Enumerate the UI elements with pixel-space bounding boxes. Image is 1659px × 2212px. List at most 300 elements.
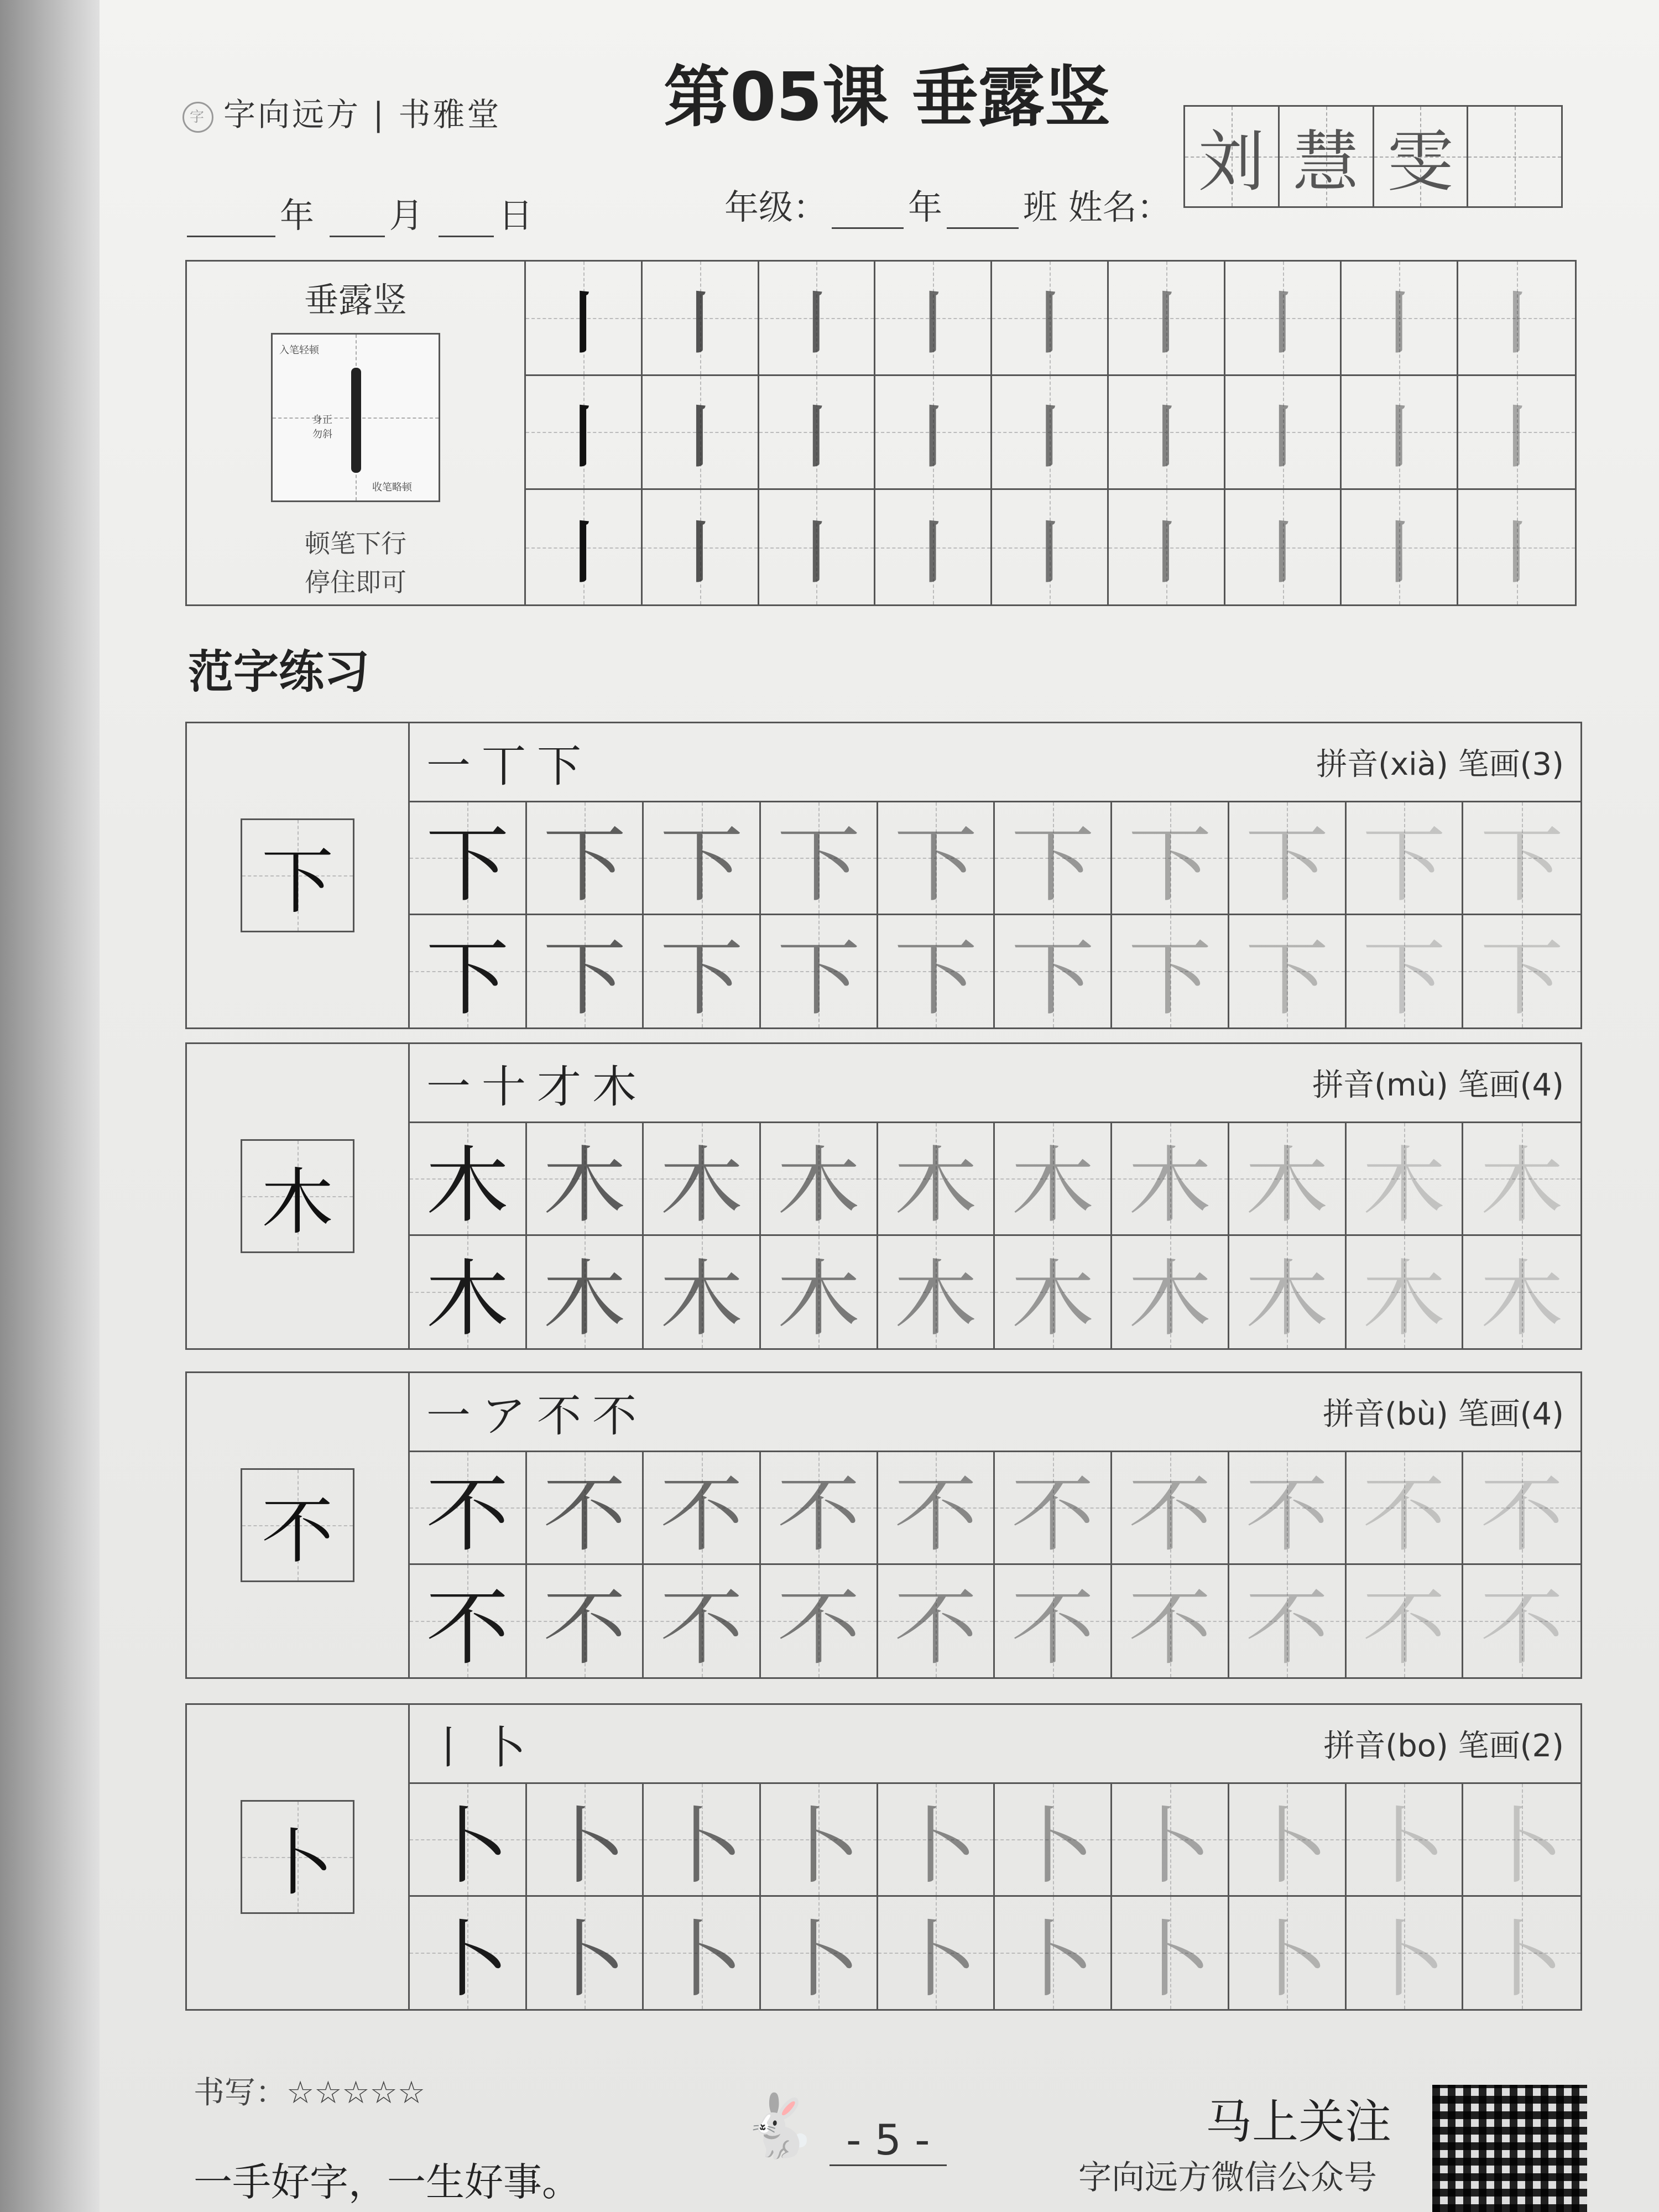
stroke-order-step: 十 <box>482 1061 537 1113</box>
practice-char: 木 <box>426 1251 509 1348</box>
practice-char: 下 <box>1128 931 1212 1027</box>
stroke-glyph: 丨 <box>783 285 850 362</box>
stroke-glyph: 丨 <box>666 514 733 592</box>
stroke-practice-panel <box>185 260 1577 606</box>
practice-char: 木 <box>894 1138 978 1235</box>
practice-cell[interactable] <box>878 802 995 915</box>
practice-char: 下 <box>660 931 743 1027</box>
practice-char: 卜 <box>1011 1799 1094 1896</box>
stroke-cell[interactable] <box>1109 490 1225 604</box>
practice-char: 木 <box>1011 1251 1094 1348</box>
practice-cell[interactable] <box>761 1452 878 1565</box>
practice-cell[interactable] <box>1112 915 1229 1028</box>
practice-char: 下 <box>777 931 860 1027</box>
practice-char: 下 <box>426 931 509 1027</box>
practice-cell[interactable] <box>1112 802 1229 915</box>
practice-cell[interactable] <box>761 1784 878 1897</box>
practice-char: 下 <box>777 817 860 914</box>
stroke-name: 垂露竖 <box>304 280 407 320</box>
stroke-order-step: 一 <box>426 1061 482 1113</box>
tip-line: 停住即可 <box>305 567 406 597</box>
practice-cell[interactable] <box>1112 1784 1229 1897</box>
stroke-glyph: 丨 <box>550 285 617 362</box>
practice-cell[interactable] <box>995 1565 1112 1678</box>
practice-cell[interactable] <box>1112 1123 1229 1236</box>
character-block <box>185 1371 1582 1679</box>
practice-cell[interactable] <box>410 1565 527 1678</box>
practice-char: 下 <box>894 931 978 1027</box>
practice-cell[interactable] <box>644 1565 761 1678</box>
practice-char: 下 <box>1362 817 1446 914</box>
pinyin: 拼音(bù) <box>1323 1396 1448 1432</box>
stroke-glyph: 丨 <box>900 285 967 362</box>
grade-year-label: 年 <box>908 187 943 227</box>
note-end: 收笔略顿 <box>372 482 412 493</box>
practice-char: 卜 <box>660 1799 743 1896</box>
practice-cell[interactable] <box>644 1897 761 2010</box>
model-char-box <box>241 1800 354 1914</box>
practice-cell[interactable] <box>995 802 1112 915</box>
practice-char: 卜 <box>1128 1912 1212 2009</box>
practice-cell[interactable] <box>995 1236 1112 1349</box>
model-char-area <box>187 1373 410 1677</box>
stroke-cell[interactable] <box>526 262 643 376</box>
practice-cell[interactable] <box>761 1236 878 1349</box>
practice-char: 木 <box>894 1251 978 1348</box>
practice-cell[interactable] <box>1463 1565 1580 1678</box>
practice-cell[interactable] <box>995 1897 1112 2010</box>
practice-char: 不 <box>1245 1580 1329 1677</box>
stroke-glyph: 丨 <box>900 514 967 592</box>
practice-cell[interactable] <box>1463 1897 1580 2010</box>
stroke-cell[interactable] <box>1458 490 1575 604</box>
practice-char: 不 <box>777 1467 860 1564</box>
section-title: 范字练习 <box>188 646 370 698</box>
practice-cell[interactable] <box>995 1123 1112 1236</box>
stroke-cell[interactable] <box>1458 262 1575 376</box>
model-char: 木 <box>261 1160 333 1244</box>
practice-cell[interactable] <box>1229 1565 1347 1678</box>
practice-cell[interactable] <box>410 1452 527 1565</box>
practice-char: 木 <box>777 1251 860 1348</box>
practice-cell[interactable] <box>1347 1452 1464 1565</box>
stroke-glyph: 丨 <box>1133 285 1199 362</box>
practice-char: 不 <box>426 1467 509 1564</box>
grade-label: 年级： <box>724 187 828 227</box>
stroke-order <box>426 1712 537 1776</box>
practice-char: 木 <box>1128 1138 1212 1235</box>
model-char-box <box>241 818 354 932</box>
stroke-order-step: 才 <box>537 1061 592 1113</box>
model-char-area <box>187 1044 410 1348</box>
wechat-label: 字向远方微信公众号 <box>1078 2158 1377 2197</box>
seal-icon: 字 <box>182 102 213 133</box>
practice-char: 不 <box>1362 1467 1446 1564</box>
practice-char: 木 <box>1128 1251 1212 1348</box>
character-block <box>185 722 1582 1029</box>
grade-year-blank[interactable] <box>832 194 904 229</box>
practice-cell[interactable] <box>410 1784 527 1897</box>
practice-cell[interactable] <box>878 1784 995 1897</box>
stroke-cell[interactable] <box>875 376 992 491</box>
char-header <box>410 1373 1580 1452</box>
practice-grid <box>410 1123 1580 1348</box>
name-cell[interactable]: 慧 <box>1280 107 1374 206</box>
practice-char: 木 <box>660 1138 743 1235</box>
practice-char: 卜 <box>1245 1912 1329 2009</box>
practice-char: 卜 <box>1480 1912 1564 2009</box>
note-middle: 身正勿斜 <box>312 414 332 440</box>
practice-cell[interactable] <box>527 1897 644 2010</box>
practice-char: 下 <box>426 817 509 914</box>
practice-char: 卜 <box>894 1912 978 2009</box>
name-cell[interactable]: 刘 <box>1185 107 1280 206</box>
stroke-cell[interactable] <box>759 262 876 376</box>
practice-cell[interactable] <box>995 1452 1112 1565</box>
practice-cell[interactable] <box>1347 1236 1464 1349</box>
practice-char: 卜 <box>426 1912 509 2009</box>
practice-char: 下 <box>1128 817 1212 914</box>
practice-cell[interactable] <box>527 1565 644 1678</box>
name-cell[interactable] <box>1468 107 1561 206</box>
note-start: 入笔轻顿 <box>279 345 319 356</box>
practice-cell[interactable] <box>1463 802 1580 915</box>
practice-cell[interactable] <box>527 1123 644 1236</box>
practice-char: 不 <box>777 1580 860 1677</box>
practice-cell[interactable] <box>1112 1565 1229 1678</box>
practice-cell[interactable] <box>527 1452 644 1565</box>
practice-cell[interactable] <box>1347 802 1464 915</box>
practice-cell[interactable] <box>761 915 878 1028</box>
stroke-cell[interactable] <box>1109 262 1225 376</box>
practice-cell[interactable] <box>878 1565 995 1678</box>
stroke-glyph: 丨 <box>666 285 733 362</box>
stroke-cell[interactable] <box>643 490 759 604</box>
stroke-glyph: 丨 <box>783 514 850 592</box>
practice-char: 下 <box>1480 931 1564 1027</box>
practice-cell[interactable] <box>995 1784 1112 1897</box>
stroke-order <box>426 731 592 794</box>
page-number: - 5 - <box>830 2115 947 2166</box>
stroke-order-step: 一 <box>426 740 482 792</box>
practice-cell[interactable] <box>410 1123 527 1236</box>
stroke-order-step: ア <box>482 1390 537 1442</box>
practice-char: 木 <box>1245 1138 1329 1235</box>
stroke-cell[interactable] <box>1225 376 1342 491</box>
practice-cell[interactable] <box>1347 915 1464 1028</box>
stroke-glyph: 丨 <box>1016 514 1083 592</box>
practice-char: 卜 <box>1480 1799 1564 1896</box>
practice-char: 下 <box>1011 931 1094 1027</box>
stroke-cell[interactable] <box>992 262 1109 376</box>
practice-char: 木 <box>426 1138 509 1235</box>
practice-char: 木 <box>543 1251 627 1348</box>
practice-char: 不 <box>1128 1580 1212 1677</box>
page-title: 第05课 垂露竖 <box>664 59 1111 136</box>
stroke-glyph: 丨 <box>1366 285 1433 362</box>
class-blank[interactable] <box>947 194 1019 229</box>
pinyin: 拼音(bo) <box>1323 1728 1448 1764</box>
practice-char: 下 <box>660 817 743 914</box>
logo-text: 字向远方 | 书雅堂 <box>223 96 502 133</box>
practice-cell[interactable] <box>761 802 878 915</box>
practice-char: 下 <box>543 817 627 914</box>
rating[interactable]: 书写：☆☆☆☆☆ <box>194 2075 426 2111</box>
name-cell[interactable]: 雯 <box>1374 107 1469 206</box>
name-label: 姓名： <box>1068 187 1171 227</box>
stroke-glyph: 丨 <box>1366 514 1433 592</box>
stroke-diagram <box>271 333 440 502</box>
model-char-box <box>241 1139 354 1253</box>
stroke-cell[interactable] <box>875 262 992 376</box>
practice-cell[interactable] <box>644 1123 761 1236</box>
practice-grid <box>410 1784 1580 2009</box>
stroke-cell[interactable] <box>992 376 1109 491</box>
stroke-intro <box>187 262 526 604</box>
stroke-glyph: 丨 <box>1016 285 1083 362</box>
practice-char: 卜 <box>543 1799 627 1896</box>
practice-char: 木 <box>1362 1251 1446 1348</box>
practice-cell[interactable] <box>1347 1784 1464 1897</box>
stroke-order-step: 不 <box>537 1390 592 1442</box>
stroke-cell[interactable] <box>1342 262 1458 376</box>
practice-char: 卜 <box>894 1799 978 1896</box>
month-blank[interactable] <box>330 202 385 237</box>
stroke-glyph: 丨 <box>900 399 967 477</box>
practice-char: 不 <box>1245 1467 1329 1564</box>
practice-char: 不 <box>894 1467 978 1564</box>
practice-cell[interactable] <box>1229 1897 1347 2010</box>
stroke-cell[interactable] <box>1458 376 1575 491</box>
practice-cell[interactable] <box>644 1452 761 1565</box>
stroke-cell[interactable] <box>992 490 1109 604</box>
practice-cell[interactable] <box>527 802 644 915</box>
stroke-glyph: 丨 <box>1249 285 1316 362</box>
practice-grid <box>410 1452 1580 1677</box>
stroke-order-step: 一 <box>426 1390 482 1442</box>
stroke-order-step: 丨 <box>426 1721 482 1773</box>
stroke-glyph: 丨 <box>550 399 617 477</box>
practice-char: 不 <box>1011 1467 1094 1564</box>
practice-cell[interactable] <box>410 1897 527 2010</box>
pinyin: 拼音(mù) <box>1312 1067 1448 1103</box>
character-block <box>185 1703 1582 2011</box>
stroke-glyph: 丨 <box>1366 399 1433 477</box>
stroke-order-step: 下 <box>537 740 592 792</box>
practice-char: 木 <box>543 1138 627 1235</box>
stroke-cell[interactable] <box>759 490 876 604</box>
stroke-order-step: 木 <box>592 1061 648 1113</box>
rabbit-icon: 🐇 <box>741 2090 817 2161</box>
stroke-order <box>426 1380 648 1444</box>
stroke-cell[interactable] <box>1225 262 1342 376</box>
practice-cell[interactable] <box>878 1123 995 1236</box>
practice-cell[interactable] <box>410 1236 527 1349</box>
practice-cell[interactable] <box>410 915 527 1028</box>
practice-cell[interactable] <box>761 1565 878 1678</box>
practice-char: 卜 <box>543 1912 627 2009</box>
practice-char: 卜 <box>426 1799 509 1896</box>
practice-char: 木 <box>1245 1251 1329 1348</box>
practice-char: 下 <box>543 931 627 1027</box>
practice-cell[interactable] <box>410 802 527 915</box>
practice-cell[interactable] <box>761 1123 878 1236</box>
practice-char: 下 <box>1245 817 1329 914</box>
stroke-cell[interactable] <box>759 376 876 491</box>
practice-char: 木 <box>1362 1138 1446 1235</box>
practice-cell[interactable] <box>1463 1452 1580 1565</box>
stroke-count: 笔画(4) <box>1458 1067 1564 1103</box>
practice-char: 卜 <box>1128 1799 1212 1896</box>
practice-char: 卜 <box>1011 1912 1094 2009</box>
practice-cell[interactable] <box>1229 1123 1347 1236</box>
practice-char: 下 <box>894 817 978 914</box>
practice-cell[interactable] <box>527 1236 644 1349</box>
practice-cell[interactable] <box>878 1897 995 2010</box>
practice-char: 下 <box>1480 817 1564 914</box>
follow-label: 马上关注 <box>1206 2095 1392 2149</box>
practice-char: 不 <box>660 1467 743 1564</box>
practice-char: 不 <box>894 1580 978 1677</box>
practice-char: 卜 <box>1362 1912 1446 2009</box>
practice-char: 不 <box>1128 1467 1212 1564</box>
stroke-order-step: 丅 <box>482 740 537 792</box>
pinyin: 拼音(xià) <box>1316 747 1448 782</box>
practice-char: 木 <box>777 1138 860 1235</box>
model-char-area <box>187 1705 410 2009</box>
practice-char: 不 <box>426 1580 509 1677</box>
practice-char: 不 <box>543 1580 627 1677</box>
practice-cell[interactable] <box>1347 1565 1464 1678</box>
practice-cell[interactable] <box>1112 1452 1229 1565</box>
model-char-area <box>187 723 410 1027</box>
stroke-cell[interactable] <box>643 262 759 376</box>
stroke-cell[interactable] <box>1225 490 1342 604</box>
char-header <box>410 723 1580 802</box>
tip-line: 顿笔下行 <box>305 529 406 559</box>
practice-cell[interactable] <box>527 1784 644 1897</box>
practice-char: 卜 <box>1245 1799 1329 1896</box>
stroke-cell[interactable] <box>1342 490 1458 604</box>
practice-cell[interactable] <box>1229 1452 1347 1565</box>
practice-cell[interactable] <box>1229 802 1347 915</box>
practice-cell[interactable] <box>527 915 644 1028</box>
stroke-cell[interactable] <box>875 490 992 604</box>
practice-char: 木 <box>660 1251 743 1348</box>
practice-char: 下 <box>1011 817 1094 914</box>
stroke-glyph: 丨 <box>550 514 617 592</box>
practice-char: 木 <box>1480 1138 1564 1235</box>
practice-char: 卜 <box>660 1912 743 2009</box>
practice-cell[interactable] <box>761 1897 878 2010</box>
practice-cell[interactable] <box>878 915 995 1028</box>
practice-cell[interactable] <box>1112 1236 1229 1349</box>
practice-cell[interactable] <box>995 915 1112 1028</box>
practice-char: 卜 <box>777 1799 860 1896</box>
practice-cell[interactable] <box>1463 915 1580 1028</box>
char-header <box>410 1044 1580 1123</box>
stroke-glyph: 丨 <box>1249 399 1316 477</box>
practice-char: 不 <box>1480 1580 1564 1677</box>
model-char: 卜 <box>261 1820 333 1905</box>
practice-cell[interactable] <box>1463 1123 1580 1236</box>
stroke-count: 笔画(4) <box>1458 1396 1564 1432</box>
practice-cell[interactable] <box>1463 1236 1580 1349</box>
practice-cell[interactable] <box>1229 915 1347 1028</box>
day-blank[interactable] <box>439 202 494 237</box>
stroke-cell[interactable] <box>1342 376 1458 491</box>
stroke-cell[interactable] <box>526 376 643 491</box>
year-blank[interactable] <box>187 202 275 237</box>
stroke-glyph: 丨 <box>783 399 850 477</box>
practice-cell[interactable] <box>644 915 761 1028</box>
practice-cell[interactable] <box>644 1236 761 1349</box>
publisher-logo <box>182 88 501 135</box>
practice-cell[interactable] <box>1347 1123 1464 1236</box>
student-name-grid[interactable] <box>1183 105 1563 208</box>
practice-cell[interactable] <box>1229 1236 1347 1349</box>
char-meta <box>1316 740 1564 784</box>
practice-cell[interactable] <box>1347 1897 1464 2010</box>
practice-char: 卜 <box>1362 1799 1446 1896</box>
stroke-glyph: 丨 <box>1133 399 1199 477</box>
class-label: 班 <box>1023 187 1058 227</box>
stroke-glyph: 丨 <box>666 399 733 477</box>
practice-cell[interactable] <box>1229 1784 1347 1897</box>
practice-cell[interactable] <box>1463 1784 1580 1897</box>
stroke-glyph: 丨 <box>1016 399 1083 477</box>
stroke-tip <box>187 524 524 602</box>
char-meta <box>1323 1390 1564 1434</box>
practice-char: 不 <box>1011 1580 1094 1677</box>
practice-char: 不 <box>543 1467 627 1564</box>
practice-grid <box>410 802 1580 1027</box>
character-block <box>185 1042 1582 1350</box>
day-label: 日 <box>498 195 533 236</box>
practice-char: 下 <box>1245 931 1329 1027</box>
stroke-order <box>426 1051 648 1115</box>
practice-cell[interactable] <box>644 802 761 915</box>
grade-line <box>724 180 1171 229</box>
practice-cell[interactable] <box>878 1236 995 1349</box>
stroke-grid <box>526 262 1575 604</box>
char-meta <box>1312 1061 1564 1105</box>
practice-char: 木 <box>1011 1138 1094 1235</box>
book-binding <box>0 0 100 2212</box>
model-char-box <box>241 1468 354 1582</box>
stroke-glyph: 丨 <box>1249 514 1316 592</box>
vertical-stroke-icon <box>351 368 361 473</box>
practice-cell[interactable] <box>878 1452 995 1565</box>
qr-code-icon <box>1432 2085 1587 2212</box>
practice-cell[interactable] <box>644 1784 761 1897</box>
char-meta <box>1323 1721 1564 1766</box>
motto: 一手好字，一生好事。 <box>194 2159 581 2205</box>
char-header <box>410 1705 1580 1784</box>
stroke-cell[interactable] <box>1109 376 1225 491</box>
stroke-count: 笔画(3) <box>1458 747 1564 782</box>
stroke-glyph: 丨 <box>1483 514 1550 592</box>
stroke-cell[interactable] <box>526 490 643 604</box>
practice-cell[interactable] <box>1112 1897 1229 2010</box>
practice-char: 不 <box>1480 1467 1564 1564</box>
practice-char: 木 <box>1480 1251 1564 1348</box>
practice-char: 不 <box>660 1580 743 1677</box>
model-char: 下 <box>261 839 333 924</box>
date-line <box>182 188 533 237</box>
stroke-order-step: 卜 <box>482 1721 537 1773</box>
stroke-cell[interactable] <box>643 376 759 491</box>
